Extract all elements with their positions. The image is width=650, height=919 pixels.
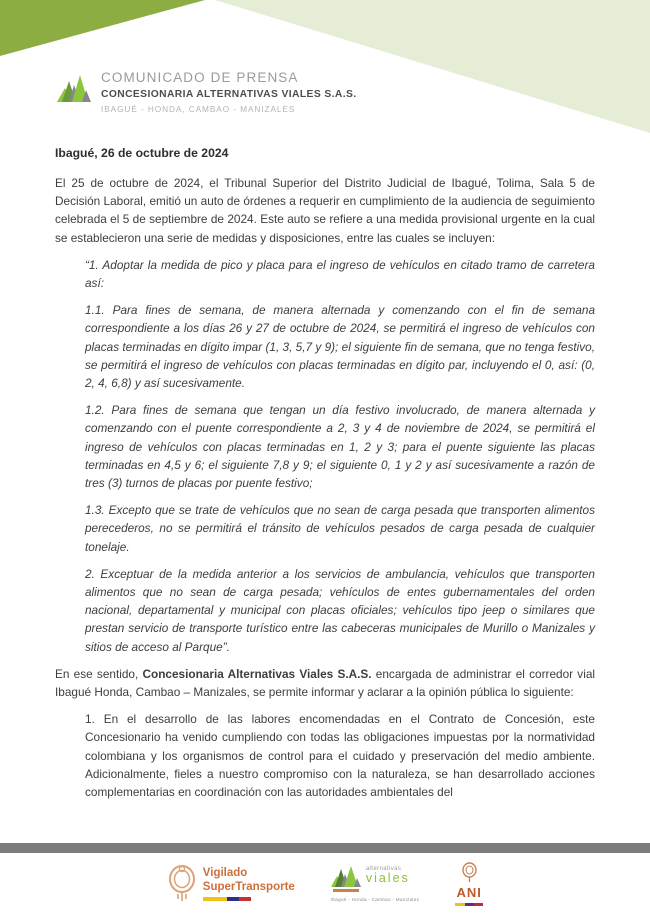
alternativas-viales-logo: [331, 866, 419, 902]
ani-colombia-stripe: [455, 903, 483, 907]
colombia-flag-stripe: [203, 897, 295, 901]
ani-label: ANI: [456, 884, 482, 900]
vigilado-crest-icon: [167, 864, 197, 904]
footer-logos-row: [0, 856, 650, 912]
brand-title: COMUNICADO DE PRENSA: [101, 70, 299, 85]
company-name-bold: Concesionaria Alternativas Viales S.A.S.: [142, 666, 372, 681]
numbered-paragraph-1: 1. En el desarrollo de las labores encomendadas en el Contrato de Concesión, este Concesionario ha venido cumpliendo con todas las obligaciones impuestas por la normatividad colombiana y los organismos de control para el cuidado y preservación del medio ambiente. Adicionalmente, fieles a nuestro compromiso con la naturaleza, se han desarrollado acciones complementarias en coordinación con las autoridades ambientales del: [85, 712, 595, 800]
viales-locations-text: Ibagué - Honda - Cambao - Manizales: [330, 897, 420, 902]
quote-paragraph-1-3: 1.3. Excepto que se trate de vehículos que no sean de carga pesada que transporten alimentos perecederos, no se permitirá el tránsito de vehículos pesados de carga pesada de cualquier tonelaje.: [85, 503, 595, 554]
header-brand: [57, 70, 357, 114]
viales-wordmark: [366, 866, 410, 884]
closing-suffix: encargada de administrar el corredor vial Ibagué Honda, Cambao – Manizales, se permite informar y aclarar a la opinión pública lo siguiente:: [55, 666, 595, 700]
viales-mountains-block: [331, 866, 361, 892]
closing-prefix: En ese sentido,: [55, 666, 143, 681]
quote-paragraph-1: “1. Adoptar la medida de pico y placa para el ingreso de vehículos en citado tramo de carretera así:: [85, 257, 595, 291]
brand-subtitle: CONCESIONARIA ALTERNATIVAS VIALES S.A.S.: [101, 89, 357, 100]
viales-banner-bar: [333, 889, 359, 892]
vigilado-supertransporte-logo: [167, 864, 295, 904]
vigilado-label-line1: Vigilado: [202, 867, 248, 880]
quote-paragraph-1-2: 1.2. Para fines de semana que tengan un día festivo involucrado, de manera alternada y comenzando con el puente correspondiente a 2, 3 y 4 de noviembre de 2024, se permitirá el ingreso de vehículos con placas terminadas en 1, 2 y 3; para el puente siguiente las placas terminadas en 4,5 y 6; el siguiente 7,8 y 9; el siguiente 0, 1 y 2 y así sucesivamente a razón de tres (3) turnos de placas por puente festivo;: [85, 403, 595, 491]
mountains-logo-icon: [57, 75, 91, 103]
vigilado-label-line2: SuperTransporte: [202, 880, 295, 893]
stripe-purple: [465, 903, 474, 907]
closing-paragraph: [55, 665, 595, 701]
stripe-crimson: [474, 903, 483, 907]
viales-label-alternativas: alternativas: [365, 866, 402, 872]
stripe-yellow: [455, 903, 465, 907]
ani-logo: [455, 862, 483, 907]
stripe-yellow: [203, 897, 227, 901]
footer-divider-bar: [0, 843, 650, 853]
intro-paragraph: El 25 de octubre de 2024, el Tribunal Superior del Distrito Judicial de Ibagué, Tolima, Sala 5 de Decisión Laboral, emitió un auto de órdenes a requerir en cumplimiento de la audiencia de seguimiento celebrada el 5 de septiembre de 2024. Este auto se refiere a una medida provisional urgente en la cual se establecieron una serie de medidas y disposiciones, entre las cuales se incluyen:: [55, 176, 595, 245]
stripe-blue: [227, 897, 239, 901]
viales-label-viales: viales: [365, 871, 410, 885]
brand-locations: IBAGUÉ - HONDA, CAMBAO - MANIZALES: [101, 104, 296, 114]
ani-crest-icon: [461, 862, 478, 883]
viales-mountains-icon: [331, 866, 361, 888]
viales-logo-top: [331, 866, 410, 892]
header-decoration-left-triangle: [0, 0, 205, 56]
vigilado-text-block: [203, 867, 295, 901]
document-body: [55, 146, 595, 810]
date-line: Ibagué, 26 de octubre de 2024: [55, 146, 229, 160]
stripe-red: [239, 897, 251, 901]
quote-paragraph-2: 2. Exceptuar de la medida anterior a los servicios de ambulancia, vehículos que transporten alimentos que no sean de carga pesada; vehículos de entes gubernamentales del orden nacional, departamental y municipal con placas oficiales; vehículos tipo jeep o similares que prestan servicio de transporte turístico entre las cabeceras municipales de Murillo o Manizales y sitios de acceso al Parque”.: [85, 566, 595, 654]
brand-text-block: [101, 70, 357, 114]
quote-paragraph-1-1: 1.1. Para fines de semana, de manera alternada y comenzando con el fin de semana correspondiente a los días 26 y 27 de octubre de 2024, se permitirá el ingreso de vehículos con placas terminadas en dígito impar (1, 3, 5,7 y 9); el siguiente fin de semana, que no tenga festivo, se permitirá el ingreso de vehículos con placas terminadas en dígito par, incluyendo el 0, así: (0, 2, 4, 6,8) y así sucesivamente.: [85, 303, 595, 391]
